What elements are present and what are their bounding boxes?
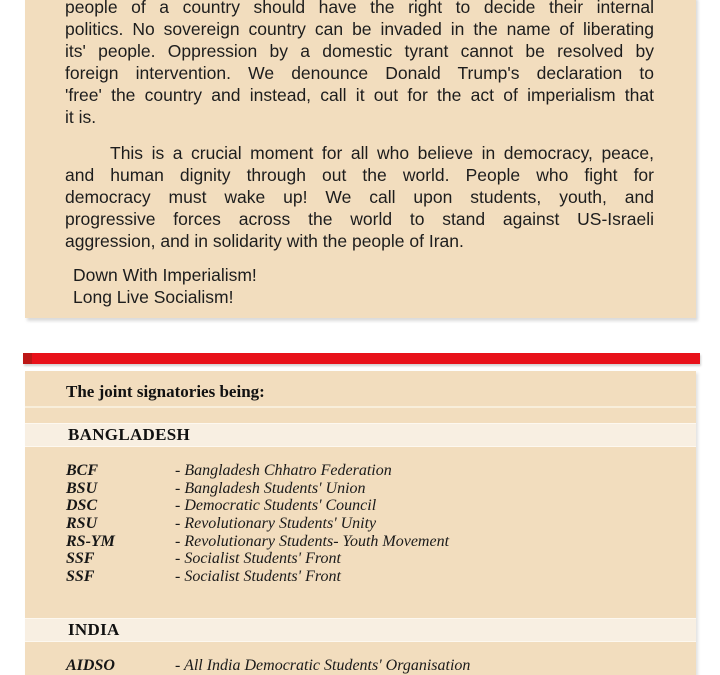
signatory-row <box>66 533 696 551</box>
signatory-row <box>66 550 696 568</box>
org-abbreviation: BCF <box>66 462 99 479</box>
signatories-panel <box>25 371 696 675</box>
slogan-block <box>65 264 654 308</box>
org-abbreviation: DSC <box>66 497 98 515</box>
org-abbreviation: SSF <box>66 550 95 568</box>
org-abbreviation: RSU <box>66 515 98 533</box>
text-line: foreign intervention. We denounce Donald Trump's declaration to <box>65 63 654 83</box>
org-full-name: - Bangladesh Students' Union <box>175 479 366 497</box>
text-line: its' people. Oppression by a domestic tyrant cannot be resolved by <box>65 41 654 61</box>
statement-paragraph-2 <box>65 142 654 252</box>
org-abbreviation: BSU <box>66 479 98 497</box>
slogan-down-with-imperialism: Down With Imperialism! <box>73 265 257 285</box>
text-line: people of a country should have the right to decide their internal <box>65 0 654 17</box>
organisation-list <box>25 447 696 600</box>
org-full-name: - Revolutionary Students' Unity <box>175 515 377 533</box>
signatory-row <box>66 497 696 515</box>
org-abbreviation: RS-YM <box>66 532 115 550</box>
slogan-long-live-socialism: Long Live Socialism! <box>73 287 234 307</box>
text-line: it is. <box>65 107 97 127</box>
signatory-row <box>66 462 696 480</box>
text-line: and human dignity through out the world. People who fight for <box>65 165 654 185</box>
text-line: aggression, and in solidarity with the people of Iran. <box>65 231 464 251</box>
red-divider-bar <box>23 353 700 364</box>
text-line: democracy must wake up! We call upon students, youth, and <box>65 187 654 207</box>
signatory-row <box>66 568 696 586</box>
statement-paragraph-1 <box>65 0 654 128</box>
statement-panel <box>25 0 696 318</box>
org-full-name: - Socialist Students' Front <box>175 568 341 586</box>
signatory-row <box>66 515 696 533</box>
org-full-name: - Bangladesh Chhatro Federation <box>175 462 392 479</box>
org-full-name: - Revolutionary Students- Youth Movement <box>175 532 450 550</box>
country-name: BANGLADESH <box>68 425 191 444</box>
text-line: 'free' the country and instead, call it out for the act of imperialism that <box>65 85 654 105</box>
signatories-heading-row <box>25 371 696 408</box>
signatory-section <box>25 618 696 675</box>
org-full-name: - All India Democratic Students' Organisation <box>175 656 471 674</box>
signatory-section <box>25 423 696 600</box>
signatory-row <box>66 480 696 498</box>
country-name: INDIA <box>68 619 120 639</box>
country-header-row <box>25 423 696 447</box>
signatory-row <box>66 657 696 675</box>
org-full-name: - Socialist Students' Front <box>175 550 341 568</box>
text-line: politics. No sovereign country can be invaded in the name of liberating <box>65 19 654 39</box>
text-line: This is a crucial moment for all who believe in democracy, peace, <box>110 143 654 163</box>
signatories-heading: The joint signatories being: <box>66 382 265 401</box>
org-full-name: - Democratic Students' Council <box>175 497 377 515</box>
text-line: progressive forces across the world to stand against US-Israeli <box>65 209 654 229</box>
org-abbreviation: AIDSO <box>66 656 115 674</box>
organisation-list <box>25 642 696 675</box>
country-header-row <box>25 618 696 642</box>
signatory-sections <box>25 423 696 675</box>
org-abbreviation: SSF <box>66 568 95 586</box>
